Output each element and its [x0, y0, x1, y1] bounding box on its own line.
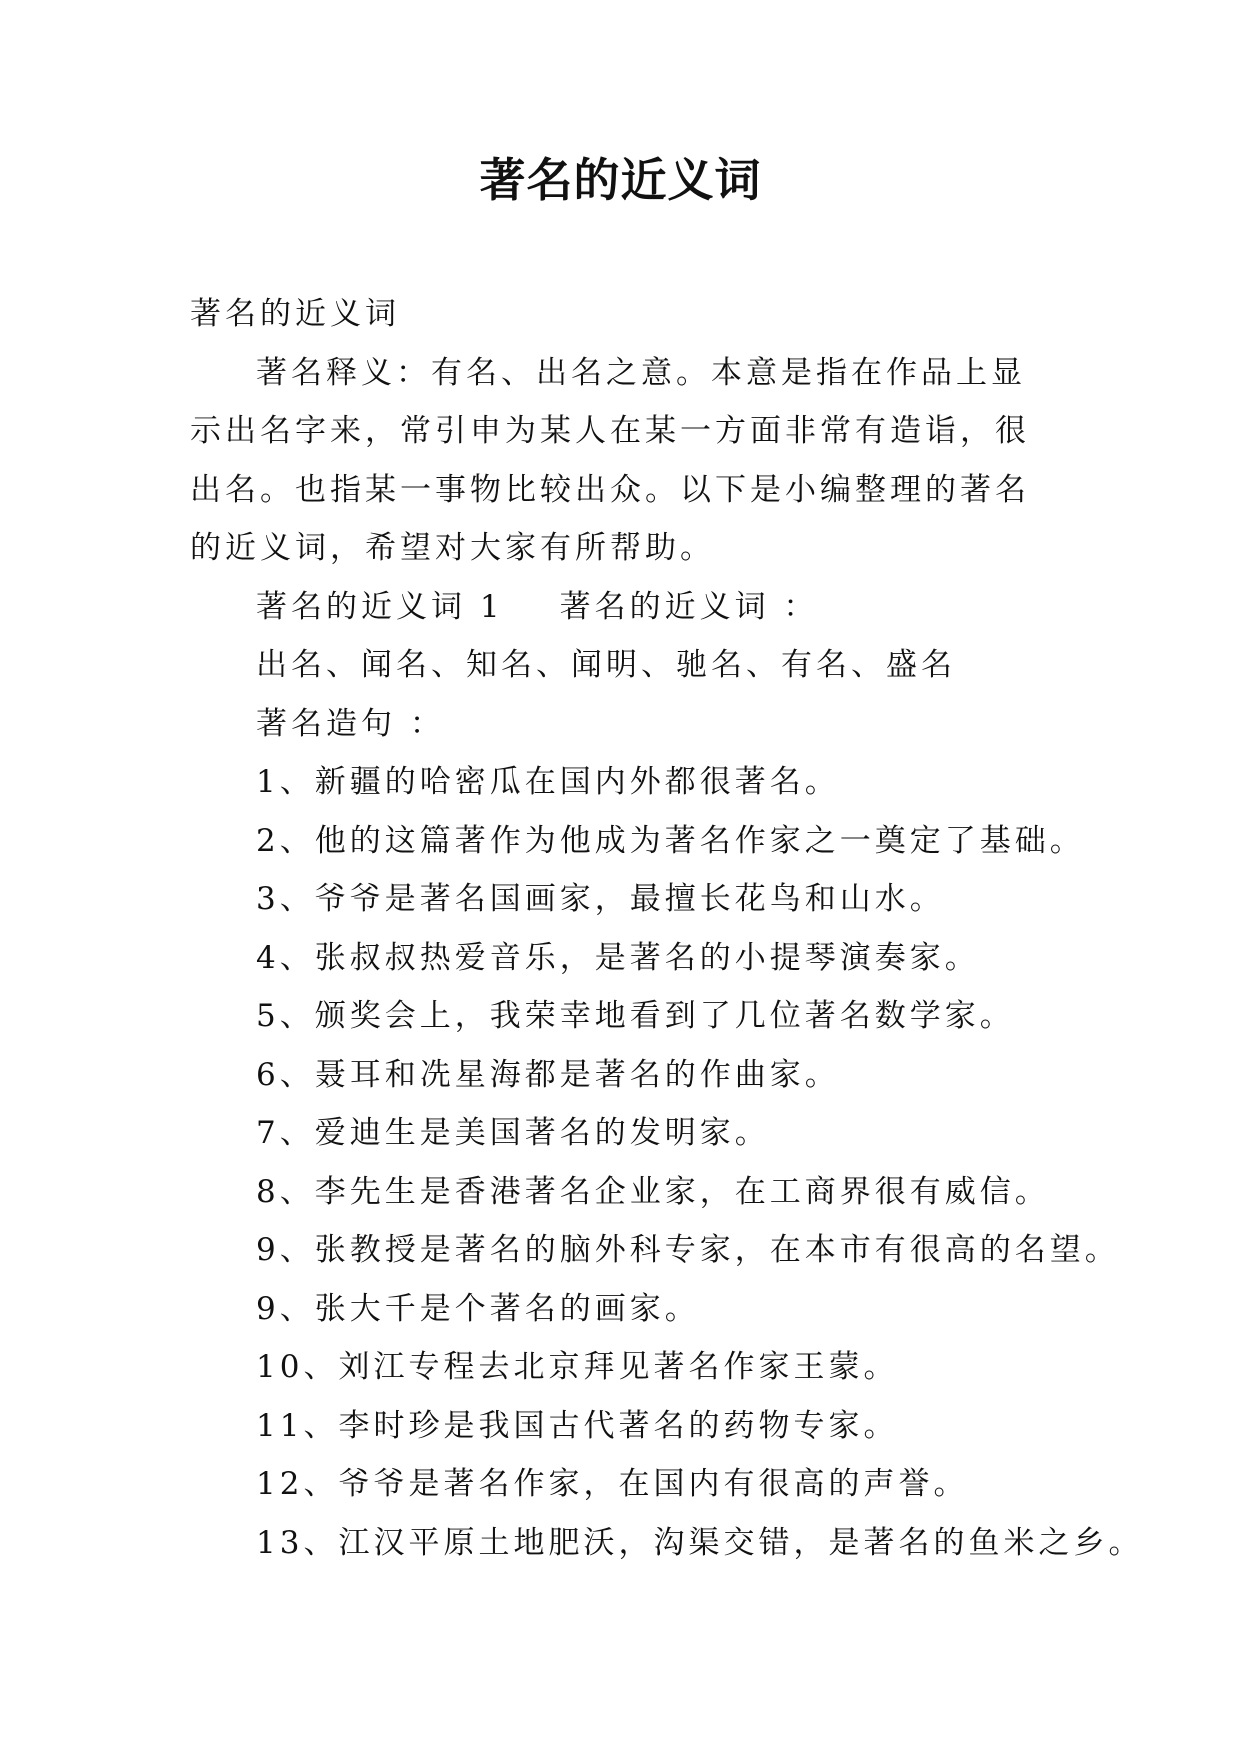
- section-subtitle: 著名的近义词: [190, 296, 400, 332]
- document-title: 著名的近义词: [479, 153, 762, 207]
- sentence-item: 4、张叔叔热爱音乐，是著名的小提琴演奏家。: [256, 939, 980, 976]
- sentence-item: 5、颁奖会上，我荣幸地看到了几位著名数学家。: [256, 998, 1015, 1034]
- sentence-item: 9、张大千是个著名的画家。: [256, 1290, 700, 1327]
- sentence-item: 10、刘江专程去北京拜见著名作家王蒙。: [256, 1349, 899, 1385]
- sentence-item: 7、爱迪生是美国著名的发明家。: [256, 1115, 770, 1151]
- section-heading-line: [190, 578, 1060, 637]
- sentence-list: [190, 753, 1144, 1572]
- sentence-item: 11、李时珍是我国古代著名的药物专家。: [256, 1407, 899, 1444]
- synonym-list: 出名、闻名、知名、闻明、驰名、有名、盛名: [256, 647, 956, 683]
- sentence-item: 1、新疆的哈密瓜在国内外都很著名。: [256, 764, 840, 800]
- sentence-item: 2、他的这篇著作为他成为著名作家之一奠定了基础。: [256, 822, 1085, 859]
- synonym-label: 著名的近义词 ：: [559, 588, 819, 625]
- document-body: [190, 285, 1144, 1572]
- sentence-item: 6、聂耳和冼星海都是著名的作曲家。: [256, 1056, 840, 1093]
- section-heading: 著名的近义词 1: [256, 588, 504, 625]
- sentence-item: 12、爷爷是著名作家，在国内有很高的声誉。: [256, 1466, 969, 1502]
- sentences-heading: 著名造句 ：: [256, 705, 445, 742]
- sentence-item: 8、李先生是香港著名企业家，在工商界很有威信。: [256, 1173, 1050, 1210]
- intro-paragraph: 著名释义：有名、出名之意。本意是指在作品上显示出名字来，常引申为某人在某一方面非常有造诣，很出名。也指某一事物比较出众。以下是小编整理的著名的近义词，希望对大家有所帮助。: [190, 354, 1030, 566]
- sentence-item: 9、张教授是著名的脑外科专家，在本市有很高的名望。: [256, 1232, 1120, 1268]
- sentence-item: 3、爷爷是著名国画家，最擅长花鸟和山水。: [256, 881, 945, 917]
- sentence-item: 13、江汉平原土地肥沃，沟渠交错，是著名的鱼米之乡。: [256, 1524, 1144, 1561]
